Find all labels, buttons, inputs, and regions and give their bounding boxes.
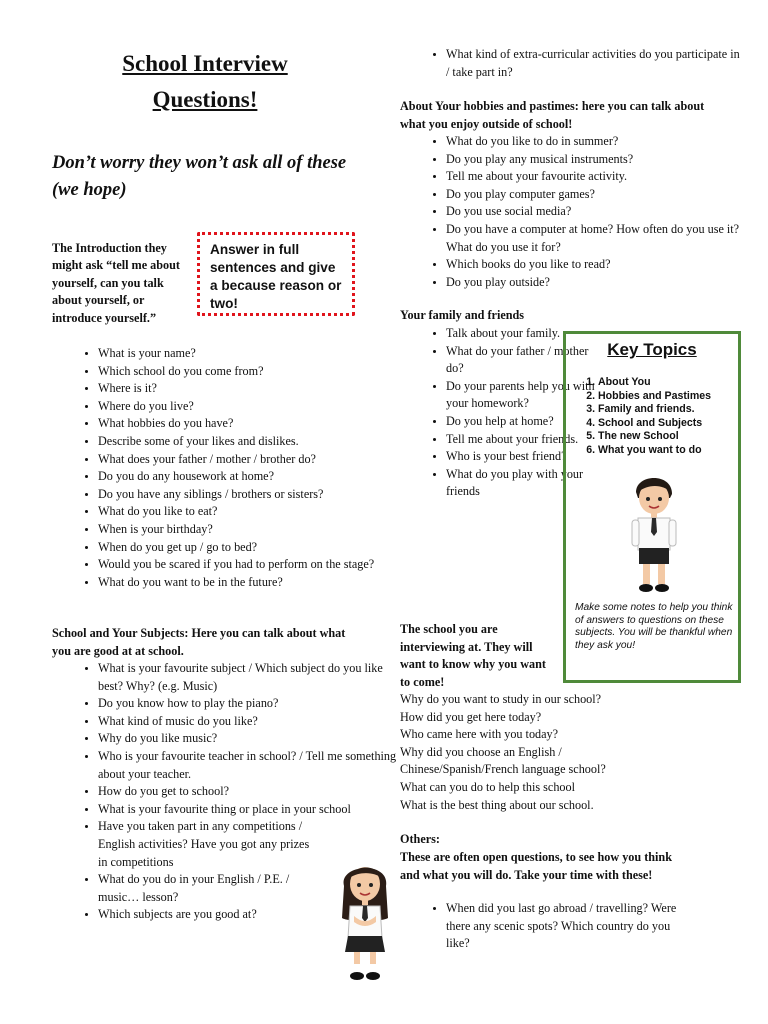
list-item: What is the best thing about our school. [400, 797, 594, 812]
list-item: • Which books do you like to read? [446, 256, 746, 274]
key-topics-box [563, 331, 741, 683]
list-item: • What hobbies do you have? [98, 415, 408, 433]
list-item: • What kind of music do you like? [98, 713, 408, 731]
hobbies-heading: About Your hobbies and pastimes: here you can talk about what you enjoy outside of school! [400, 99, 705, 131]
others-heading: Others: [400, 832, 440, 846]
others-text: These are often open questions, to see how you think and what you will do. Take your time with these! [400, 850, 672, 882]
list-item: Who came here with you today? [400, 727, 559, 742]
list-item: • Where do you live? [98, 398, 408, 416]
list-item: • What do your father / mother do? [446, 343, 602, 378]
list-item: • Talk about your family. [446, 325, 602, 343]
list-item: • Do you play outside? [446, 274, 746, 292]
list-item: • What do you play with your friends [446, 466, 602, 501]
list-item: • Tell me about your friends. [446, 431, 602, 449]
list-item: • Do you have a computer at home? How often do you use it? What do you use it for? [446, 221, 746, 256]
list-item: Why did you choose an English / Chinese/Spanish/French language school? [400, 744, 606, 777]
key-topics-list [576, 376, 711, 458]
family-heading: Your family and friends [400, 308, 525, 322]
subjects-heading: School and Your Subjects: Here you can talk about what you are good at at school. [52, 626, 346, 658]
list-item: • What is your favourite thing or place in your school [98, 801, 408, 819]
list-item: • What kind of extra-curricular activities do you participate in / take part in? [446, 46, 746, 81]
list-item: • Describe some of your likes and dislikes. [98, 433, 408, 451]
list-item: • Do you use social media? [446, 203, 746, 221]
list-item: • What is your name? [98, 345, 408, 363]
boy-illustration [624, 470, 684, 594]
extra-question-list [400, 46, 746, 81]
callout-box: Answer in full sentences and give a because reason or two! [197, 232, 355, 316]
list-item: • When do you get up / go to bed? [98, 539, 408, 557]
list-item: 4. School and Subjects [598, 417, 711, 431]
list-item: • Do you do any housework at home? [98, 468, 408, 486]
list-item: • What do you want to be in the future? [98, 574, 408, 592]
list-item: 1. About You [598, 376, 711, 390]
list-item: • Which subjects are you good at? [98, 906, 408, 924]
list-item: • Why do you like music? [98, 730, 408, 748]
page-title: School Interview Questions! [122, 51, 288, 112]
list-item: • What does your father / mother / brother do? [98, 451, 408, 469]
list-item: • Do you help at home? [446, 413, 602, 431]
list-item: • Which school do you come from? [98, 363, 408, 381]
list-item: • Who is your favourite teacher in school? / Tell me something about your teacher. [98, 748, 408, 783]
list-item: What can you do to help this school [400, 779, 575, 794]
list-item: • What is your favourite subject / Which subject do you like best? Why? (e.g. Music) [98, 660, 408, 695]
list-item: • What do you like to eat? [98, 503, 408, 521]
list-item: • Do you have any siblings / brothers or sisters? [98, 486, 408, 504]
others-question-list [400, 900, 746, 953]
list-item: • Tell me about your favourite activity. [446, 168, 746, 186]
school-question-list [400, 691, 720, 814]
list-item: • Would you be scared if you had to perform on the stage? [98, 556, 408, 574]
list-item: • Have you taken part in any competitions / English activities? Have you got any prizes in competitions [98, 818, 318, 871]
list-item: • Do you play any musical instruments? [446, 151, 746, 169]
list-item: • When did you last go abroad / travelling? Were there any scenic spots? Which country do you like? [446, 900, 696, 953]
list-item: • How do you get to school? [98, 783, 408, 801]
list-item: How did you get here today? [400, 709, 542, 724]
list-item: 5. The new School [598, 430, 711, 444]
intro-heading: The Introduction they might ask “tell me about yourself, can you talk about yourself, or introduce yourself.” [52, 241, 180, 325]
list-item: • Where is it? [98, 380, 408, 398]
list-item: • Do your parents help you with your homework? [446, 378, 602, 413]
list-item: • What do you like to do in summer? [446, 133, 746, 151]
list-item: • Do you know how to play the piano? [98, 695, 408, 713]
intro-question-list [52, 345, 408, 591]
girl-illustration [332, 856, 398, 984]
list-item: • When is your birthday? [98, 521, 408, 539]
subtitle: Don’t worry they won’t ask all of these (we hope) [52, 153, 347, 200]
list-item: • Who is your best friend? [446, 448, 602, 466]
list-item: Why do you want to study in our school? [400, 692, 602, 706]
key-topics-note: Make some notes to help you think of answers to questions on these subjects. You will be thankful when they ask you! [575, 602, 733, 651]
school-heading: The school you are interviewing at. They will want to know why you want to come! [400, 622, 546, 689]
list-item: 2. Hobbies and Pastimes [598, 390, 711, 404]
list-item: 6. What you want to do [598, 444, 711, 458]
list-item: • Do you play computer games? [446, 186, 746, 204]
list-item: • What do you do in your English / P.E. / music… lesson? [98, 871, 318, 906]
list-item: 3. Family and friends. [598, 403, 711, 417]
hobbies-question-list [400, 133, 746, 291]
key-topics-title: Key Topics [607, 340, 697, 359]
